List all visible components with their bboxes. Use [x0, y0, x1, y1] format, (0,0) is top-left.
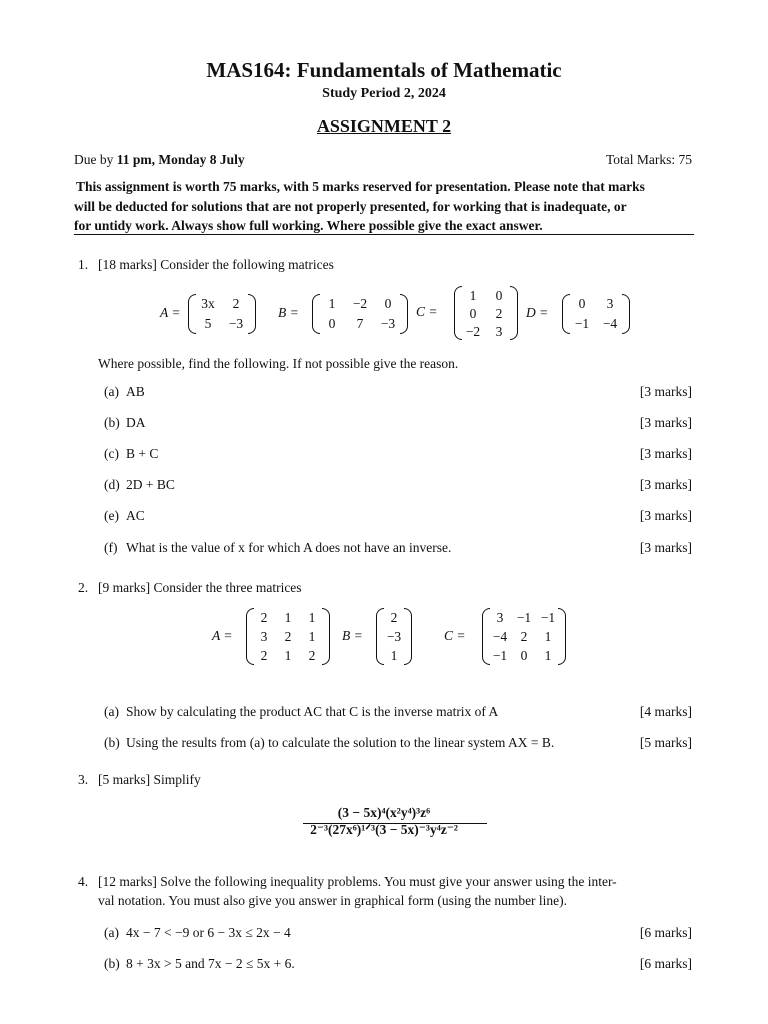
part-marks: [6 marks] [639, 956, 692, 971]
matrix-entry: 1 [284, 610, 292, 625]
part-marks: [3 marks] [639, 508, 692, 523]
part-text: B + C [126, 446, 159, 461]
question-part [104, 477, 175, 493]
question-part [104, 508, 145, 524]
q3-stem: [5 marks] Simplify [98, 772, 201, 787]
matrix-entry: −3 [380, 316, 396, 331]
q4-stem-line-1: [12 marks] Solve the following inequality problems. You must give your answer using the inter- [98, 874, 617, 889]
intro-line-1: This assignment is worth 75 marks, with 5 marks reserved for presentation. Please note that marks [76, 179, 645, 194]
matrix-name: A = [212, 627, 233, 643]
matrix-entry: −1 [516, 610, 532, 625]
question-part [104, 415, 146, 431]
part-marks: [5 marks] [639, 735, 692, 750]
matrix-entry: −4 [492, 629, 508, 644]
matrix-name: C = [444, 627, 466, 643]
matrix-entry: 0 [469, 306, 477, 321]
q4-number: 4. [78, 874, 89, 889]
matrix-entry: 1 [284, 648, 292, 663]
q3-number: 3. [78, 772, 89, 787]
question-part [104, 704, 498, 720]
question-part [104, 956, 295, 972]
matrix-entry: −2 [352, 296, 368, 311]
matrix-entry: 1 [328, 296, 336, 311]
matrix-body [454, 286, 518, 340]
part-text: Using the results from (a) to calculate the solution to the linear system AX = B. [126, 735, 555, 750]
part-text: What is the value of x for which A does not have an inverse. [126, 540, 452, 555]
matrix-body [312, 294, 408, 334]
matrix-entry: 3 [495, 324, 503, 339]
part-marks: [4 marks] [639, 704, 692, 719]
matrix-entry: 2 [390, 610, 398, 625]
matrix-entry: 0 [520, 648, 528, 663]
q1-instruction: Where possible, find the following. If not possible give the reason. [98, 356, 459, 371]
matrix-body [188, 294, 256, 334]
right-paren [622, 294, 630, 334]
part-text: AC [126, 508, 145, 523]
matrix-entry: 7 [356, 316, 364, 331]
matrix-entry: 2 [232, 296, 240, 311]
part-text: 4x − 7 < −9 or 6 − 3x ≤ 2x − 4 [126, 925, 291, 940]
matrix-name: C = [416, 304, 438, 319]
part-label: (a) [104, 384, 119, 399]
matrix-entry: −2 [465, 324, 481, 339]
matrix-entry: 3 [260, 629, 268, 644]
assignment-heading: ASSIGNMENT 2 [316, 116, 452, 136]
part-marks: [3 marks] [639, 540, 692, 555]
part-text: DA [126, 415, 146, 430]
total-marks: Total Marks: 75 [605, 152, 692, 167]
matrix-name: A = [160, 305, 181, 320]
matrix-name: B = [278, 305, 299, 320]
question-part [104, 735, 554, 751]
matrix-entry: 1 [308, 610, 316, 625]
matrix-entry: −1 [574, 316, 590, 331]
matrix-body [376, 608, 412, 665]
part-text: 2D + BC [126, 477, 175, 492]
part-label: (d) [104, 477, 120, 492]
matrix-entry: 2 [284, 629, 292, 644]
q2-number: 2. [78, 580, 89, 595]
matrix-entry: 1 [469, 288, 477, 303]
part-marks: [3 marks] [639, 384, 692, 399]
intro-line-2: will be deducted for solutions that are not properly presented, for working that is inadequate, or [74, 199, 627, 214]
question-part [104, 925, 291, 941]
matrix-entry: 2 [260, 610, 268, 625]
part-marks: [3 marks] [639, 446, 692, 461]
part-label: (a) [104, 704, 119, 719]
matrix-entry: −1 [540, 610, 556, 625]
due-date: Due by 11 pm, Monday 8 July [74, 152, 245, 167]
matrix-body [562, 294, 630, 334]
matrix-entry: 0 [328, 316, 336, 331]
matrix-entry: 2 [495, 306, 503, 321]
part-label: (e) [104, 508, 119, 523]
q1-stem: [18 marks] Consider the following matrices [98, 257, 334, 272]
question-part [104, 540, 451, 556]
matrix-entry: 1 [390, 648, 398, 663]
part-label: (b) [104, 735, 120, 750]
q3-denominator: 2⁻³(27x⁶)¹ᐟ³(3 − 5x)⁻³y⁴z⁻² [310, 822, 458, 837]
matrix-entry: 0 [495, 288, 503, 303]
intro-line-3: for untidy work. Always show full working. Where possible give the exact answer. [74, 218, 543, 233]
part-label: (b) [104, 415, 120, 430]
matrix-body [246, 608, 330, 665]
matrix-entry: 1 [308, 629, 316, 644]
part-marks: [6 marks] [639, 925, 692, 940]
matrix-entry: −3 [386, 629, 402, 644]
matrix-entry: 0 [384, 296, 392, 311]
right-paren [400, 294, 408, 334]
matrix-entry: 3 [606, 296, 614, 311]
part-label: (a) [104, 925, 119, 940]
matrix-entry: 3x [201, 296, 215, 311]
matrix-name: B = [342, 627, 363, 643]
question-part [104, 446, 158, 462]
part-label: (c) [104, 446, 119, 461]
matrix-entry: 2 [308, 648, 316, 663]
q1-number: 1. [78, 257, 89, 272]
right-paren [248, 294, 256, 334]
matrix-name: D = [526, 305, 549, 320]
matrix-entry: −4 [602, 316, 618, 331]
matrix-entry: 2 [520, 629, 528, 644]
matrix-body [482, 608, 566, 665]
matrix-entry: −1 [492, 648, 508, 663]
matrix-entry: 1 [544, 629, 552, 644]
page-title: MAS164: Fundamentals of Mathematic [206, 58, 562, 82]
part-text: AB [126, 384, 145, 399]
q3-numerator: (3 − 5x)⁴(x²y⁴)³z⁶ [337, 805, 431, 820]
part-text: 8 + 3x > 5 and 7x − 2 ≤ 5x + 6. [126, 956, 295, 971]
page-subtitle: Study Period 2, 2024 [322, 86, 446, 101]
matrix-entry: 2 [260, 648, 268, 663]
part-marks: [3 marks] [639, 477, 692, 492]
q4-stem-line-2: val notation. You must also give you answer in graphical form (using the number line). [98, 893, 568, 908]
matrix-entry: −3 [228, 316, 244, 331]
part-label: (f) [104, 540, 118, 555]
q2-stem: [9 marks] Consider the three matrices [98, 580, 302, 595]
part-text: Show by calculating the product AC that C is the inverse matrix of A [126, 704, 499, 719]
question-part [104, 384, 145, 400]
part-marks: [3 marks] [639, 415, 692, 430]
header-rule [74, 234, 694, 235]
matrix-entry: 1 [544, 648, 552, 663]
matrix-entry: 3 [496, 610, 504, 625]
matrix-entry: 0 [578, 296, 586, 311]
matrix-entry: 5 [204, 316, 212, 331]
part-label: (b) [104, 956, 120, 971]
